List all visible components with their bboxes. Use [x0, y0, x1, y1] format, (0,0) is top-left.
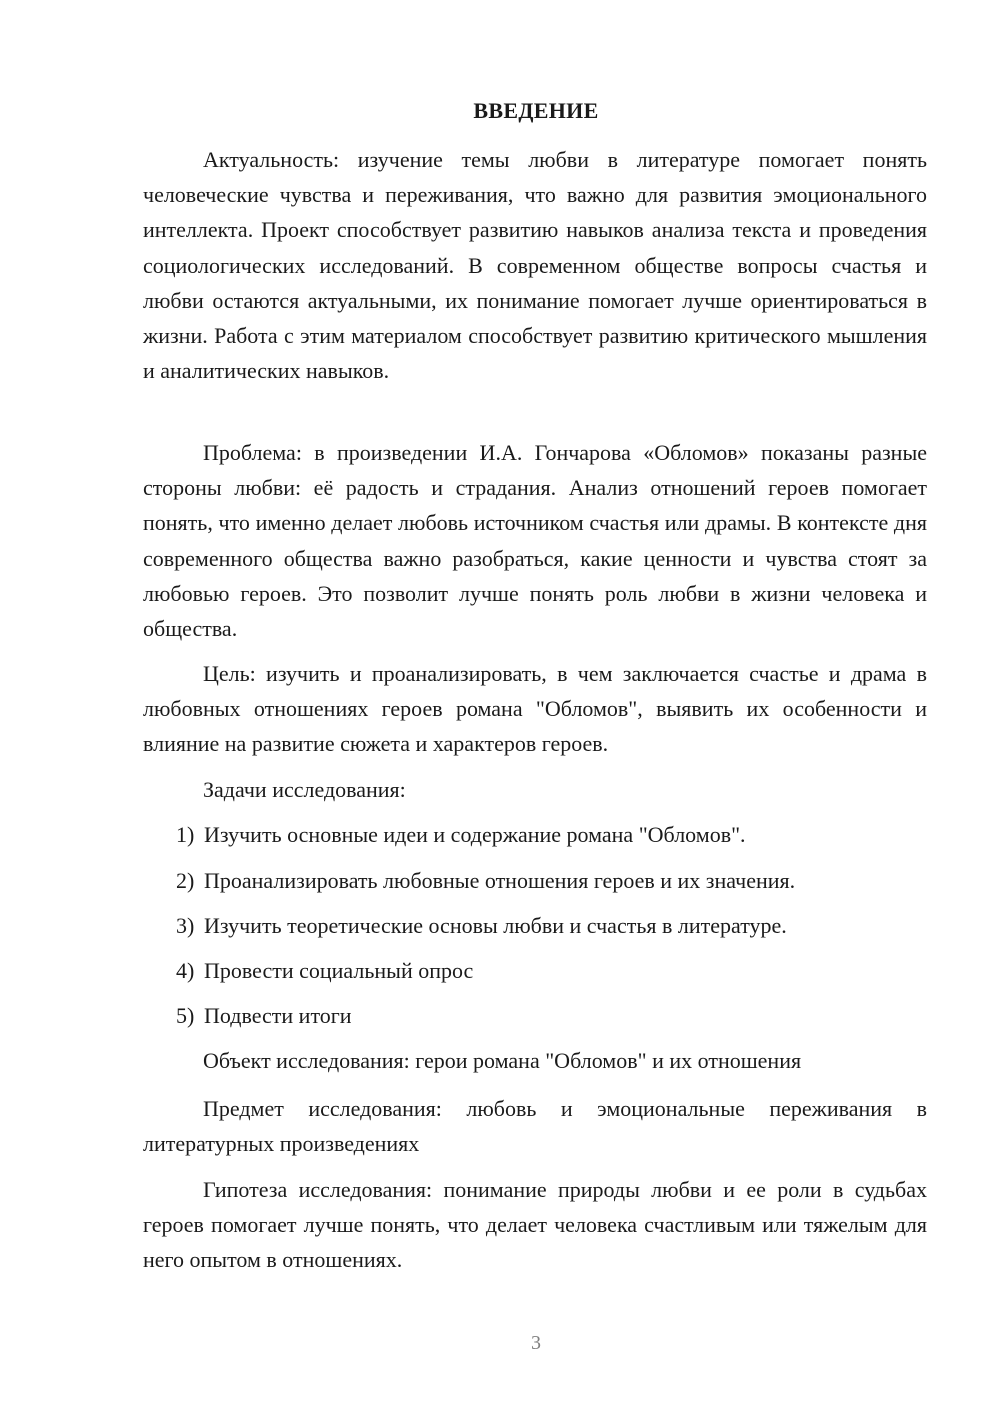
list-item-text: Проанализировать любовные отношения героев и их значения.: [204, 868, 796, 893]
paragraph-relevance: Актуальность: изучение темы любви в литературе помогает понять человеческие чувства и переживания, что важно для развития эмоционального интеллекта. Проект способствует развитию навыков анализа текста и проведения социологических исследований. В современном обществе вопросы счастья и любви остаются актуальными, их понимание помогает лучше ориентироваться в жизни. Работа с этим материалом способствует развитию критического мышления и аналитических навыков.: [143, 147, 927, 384]
paragraph-object: Объект исследования: герои романа "Обломов" и их отношения: [203, 1048, 802, 1073]
list-item-text: Подвести итоги: [204, 1003, 352, 1028]
list-item-text: Изучить теоретические основы любви и счастья в литературе.: [204, 913, 787, 938]
list-item-text: Провести социальный опрос: [204, 958, 474, 983]
paragraph-goal: Цель: изучить и проанализировать, в чем заключается счастье и драма в любовных отношениях героев романа "Обломов", выявить их особенности и влияние на развитие сюжета и характеров героев.: [143, 661, 927, 757]
list-item-number: 5): [176, 1003, 195, 1028]
list-item-number: 2): [176, 868, 195, 893]
paragraph-subject: Предмет исследования: любовь и эмоциональные переживания в литературных произведениях: [143, 1096, 927, 1157]
page-title: ВВЕДЕНИЕ: [473, 98, 599, 123]
tasks-heading: Задачи исследования:: [203, 777, 406, 802]
list-item-number: 3): [176, 913, 195, 938]
list-item-number: 4): [176, 958, 195, 983]
page-number: 3: [531, 1332, 541, 1354]
list-item-text: Изучить основные идеи и содержание романа "Обломов".: [204, 822, 746, 847]
paragraph-hypothesis: Гипотеза исследования: понимание природы любви и ее роли в судьбах героев помогает лучше понять, что делает человека счастливым или тяжелым для него опытом в отношениях.: [143, 1177, 927, 1273]
list-item-number: 1): [176, 822, 195, 847]
paragraph-problem: Проблема: в произведении И.А. Гончарова «Обломов» показаны разные стороны любви: её радость и страдания. Анализ отношений героев помогает понять, что именно делает любовь источником счастья или драмы. В контексте дня современного общества важно разобраться, какие ценности и чувства стоят за любовью героев. Это позволит лучше понять роль любви в жизни человека и общества.: [143, 440, 927, 642]
